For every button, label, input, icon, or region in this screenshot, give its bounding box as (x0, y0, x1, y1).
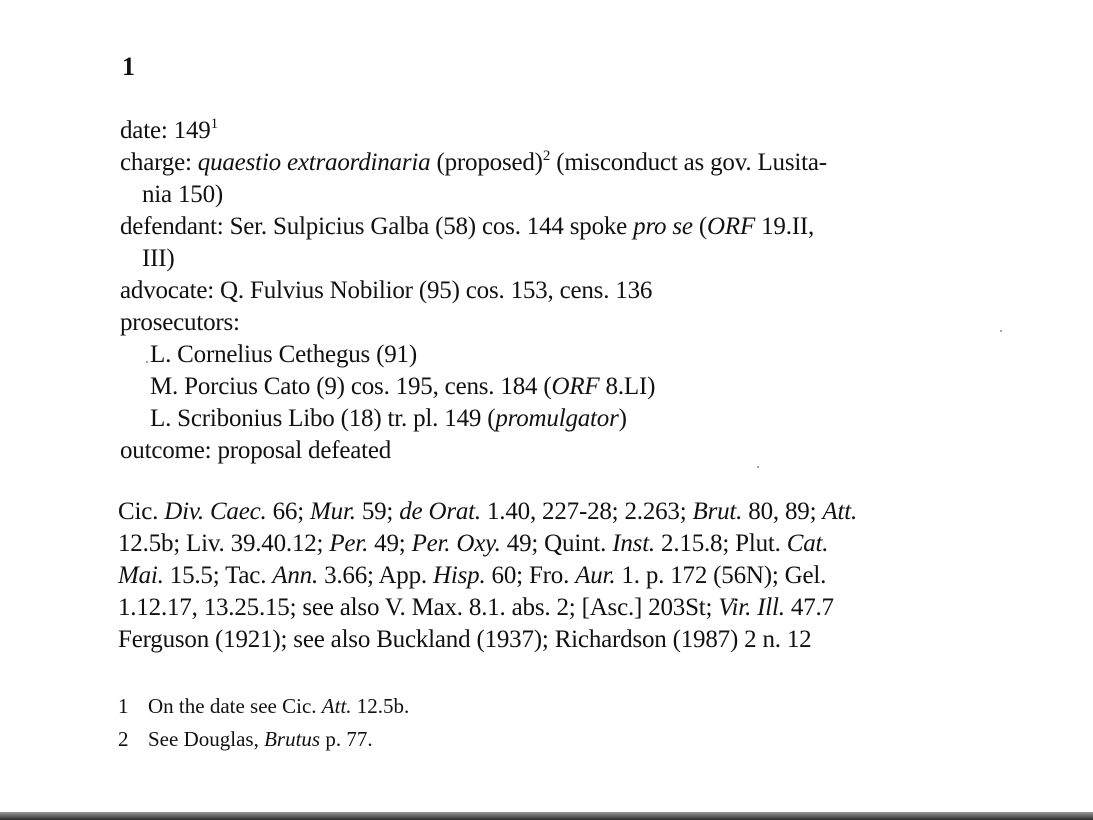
prosecutor-italic: promulgator (495, 405, 619, 432)
advocate-line (120, 275, 970, 307)
footnotes (118, 690, 968, 756)
sources-line (118, 528, 968, 560)
footnote-ref: 2 (542, 148, 551, 164)
sources-block (118, 496, 968, 656)
prosecutor-text: M. Porcius Cato (9) cos. 195, cens. 184 ( (150, 373, 552, 400)
defendant-text: Ser. Sulpicius Galba (58) cos. 144 spoke (229, 213, 628, 240)
defendant-line (120, 211, 970, 243)
date-line (120, 115, 970, 147)
source-text: 1. p. 172 (56N); Gel. (615, 562, 827, 589)
sources-line (118, 592, 968, 624)
date-value: 149 (173, 117, 211, 144)
defendant-orf: ORF (707, 213, 756, 240)
defendant-paren: ( (698, 213, 708, 240)
source-work-italic: Inst. (612, 530, 655, 557)
source-work-italic: Per. (329, 530, 369, 557)
source-text: 80, 89; (742, 498, 823, 525)
prosecutor-item (120, 403, 970, 435)
footnote-number: 2 (118, 727, 129, 751)
footnote-number: 1 (118, 694, 129, 718)
footnote-tail: 12.5b. (351, 694, 410, 718)
prosecutor-tail: ) (618, 405, 627, 432)
outcome-value: proposal defeated (217, 437, 392, 464)
footnote-italic: Att. (321, 694, 352, 718)
charge-value-rest: (proposed) (436, 149, 543, 176)
prosecutor-italic: ORF (551, 373, 600, 400)
charge-line-2: nia 150) (142, 181, 224, 208)
footnote-ref: 1 (210, 116, 218, 132)
source-text: 12.5b; Liv. 39.40.12; (118, 530, 330, 557)
source-work-italic: Mur. (310, 498, 356, 525)
defendant-label: defendant: (120, 213, 224, 240)
prosecutor-item (120, 371, 970, 403)
footnote (118, 723, 968, 756)
source-text: 1.40, 227-28; 2.263; (480, 498, 693, 525)
prosecutors-label: prosecutors: (120, 309, 240, 336)
outcome-line (120, 435, 970, 467)
footnote-text: On the date see Cic. (148, 694, 322, 718)
charge-value-italic: quaestio extraordinaria (197, 149, 431, 176)
source-text: Ferguson (1921); see also Buckland (1937); Richardson (1987) 2 n. 12 (118, 626, 812, 653)
source-work-italic: Hisp. (433, 562, 486, 589)
charge-line (120, 147, 970, 179)
source-text: 60; Fro. (485, 562, 576, 589)
sources-line (118, 624, 968, 656)
prosecutor-item (120, 339, 970, 371)
defendant-line-2: III) (142, 245, 175, 272)
footnote (118, 690, 968, 723)
entry-number: 1 (122, 52, 135, 81)
footnote-text: See Douglas, (148, 727, 265, 751)
defendant-ref: 19.II, (761, 213, 815, 240)
sources-line (118, 560, 968, 592)
source-work-italic: Vir. Ill. (718, 594, 785, 621)
source-text: 49; (368, 530, 412, 557)
source-work-italic: Ann. (272, 562, 319, 589)
scan-speck (1000, 330, 1002, 332)
source-text: 47.7 (784, 594, 834, 621)
source-text: Cic. (118, 498, 165, 525)
source-work-italic: Div. Caec. (164, 498, 267, 525)
source-text: 49; Quint. (500, 530, 613, 557)
source-text: 59; (355, 498, 400, 525)
footnote-tail: p. 77. (320, 727, 373, 751)
prosecutor-text: L. Cornelius Cethegus (91) (150, 341, 417, 368)
source-text: 3.66; App. (318, 562, 434, 589)
source-work-italic: Mai. (118, 562, 164, 589)
footnote-italic: Brutus (264, 727, 321, 751)
source-work-italic: Brut. (692, 498, 743, 525)
prosecutor-tail: 8.LI) (605, 373, 656, 400)
sources-line (118, 496, 968, 528)
prosecutor-text: L. Scribonius Libo (18) tr. pl. 149 ( (150, 405, 496, 432)
advocate-label: advocate: (120, 277, 214, 304)
source-work-italic: Per. Oxy. (411, 530, 501, 557)
source-work-italic: Aur. (575, 562, 616, 589)
date-label: date: (120, 117, 168, 144)
outcome-label: outcome: (120, 437, 212, 464)
source-text: 66; (266, 498, 311, 525)
case-entry (120, 115, 970, 467)
advocate-value: Q. Fulvius Nobilior (95) cos. 153, cens. 136 (220, 277, 653, 304)
scan-speck (757, 466, 759, 468)
scan-speck (146, 361, 148, 363)
defendant-italic: pro se (633, 213, 693, 240)
charge-label: charge: (120, 149, 192, 176)
source-text: 2.15.8; Plut. (655, 530, 787, 557)
scan-bottom-edge (0, 812, 1093, 820)
source-text: 15.5; Tac. (163, 562, 273, 589)
source-work-italic: Cat. (786, 530, 829, 557)
charge-value-tail: (misconduct as gov. Lusita- (556, 149, 827, 176)
source-text: 1.12.17, 13.25.15; see also V. Max. 8.1. abs. 2; [Asc.] 203St; (118, 594, 719, 621)
source-work-italic: de Orat. (399, 498, 481, 525)
source-work-italic: Att. (822, 498, 858, 525)
